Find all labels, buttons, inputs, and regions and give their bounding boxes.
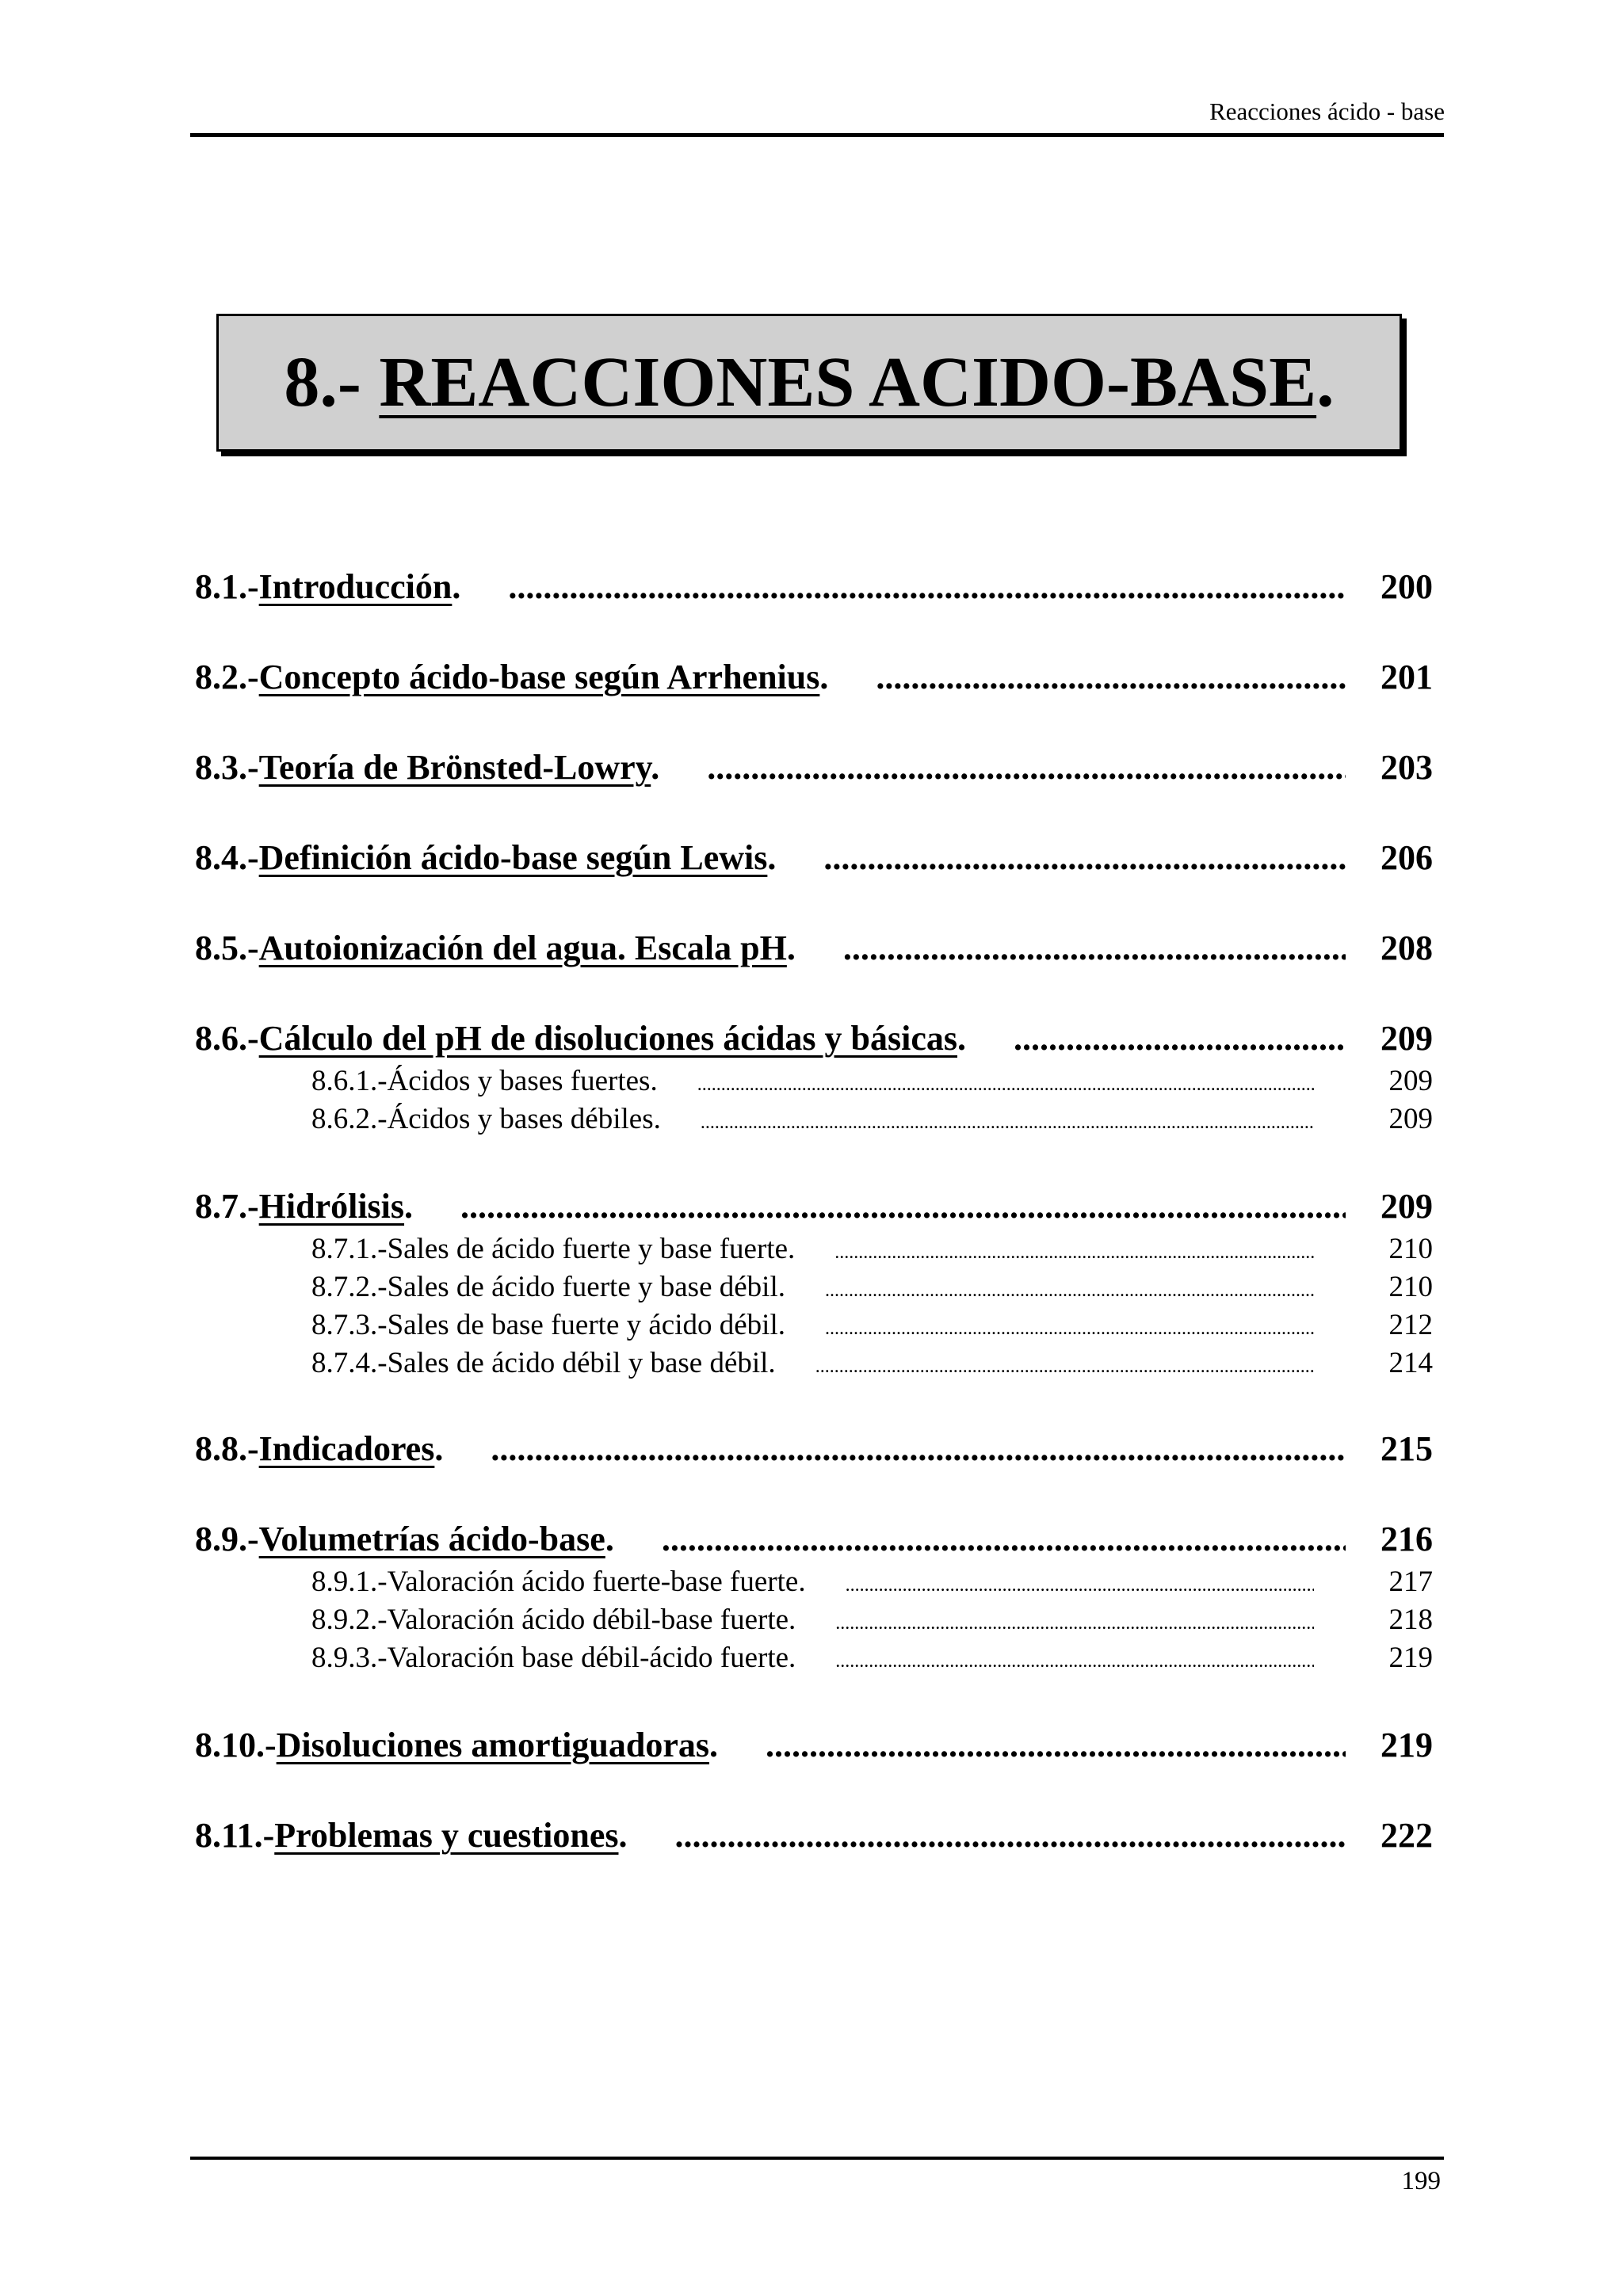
toc-entry-number: 8.6.2.- (311, 1103, 388, 1135)
toc-entry-number: 8.6.- (195, 1019, 259, 1058)
toc-dot-leader (675, 1815, 1346, 1855)
toc-subsection-entry (311, 1102, 1433, 1136)
toc-page-number: 210 (1388, 1233, 1433, 1265)
toc-page-number: 210 (1388, 1271, 1433, 1303)
toc-entry-number: 8.7.- (195, 1187, 259, 1226)
toc-dot-leader (815, 1356, 1314, 1378)
toc-dot-leader (823, 837, 1346, 878)
toc-dot-leader (707, 747, 1346, 788)
toc-entry-title: Valoración ácido débil-base fuerte. (387, 1604, 796, 1636)
toc-page-number: 209 (1381, 1019, 1433, 1058)
toc-entry-number: 8.7.2.- (311, 1271, 388, 1303)
toc-entry-number: 8.9.1.- (311, 1566, 388, 1598)
toc-entry-title: Definición ácido-base según Lewis. (258, 838, 777, 877)
toc-subsection-entry (311, 1232, 1433, 1266)
toc-entry-title: Indicadores. (258, 1429, 444, 1468)
toc-section-entry (195, 928, 1433, 968)
toc-entry-title: Sales de ácido fuerte y base fuerte. (387, 1233, 796, 1265)
toc-entry-number: 8.10.- (195, 1726, 277, 1764)
toc-subsection-entry (311, 1064, 1433, 1098)
toc-entry-title: Introducción. (258, 567, 461, 606)
toc-section-entry (195, 1428, 1433, 1469)
toc-subsection-entry (311, 1641, 1433, 1675)
toc-dot-leader (835, 1651, 1314, 1672)
chapter-title-text: REACCIONES ACIDO-BASE (379, 343, 1317, 421)
toc-dot-leader (876, 657, 1346, 697)
toc-dot-leader (460, 1186, 1346, 1226)
toc-entry-title: Valoración base débil-ácido fuerte. (387, 1642, 796, 1674)
toc-entry-number: 8.5.- (195, 929, 259, 967)
toc-entry-title: Hidrólisis. (258, 1187, 414, 1226)
toc-page-number: 203 (1381, 748, 1433, 787)
toc-entry-title: Concepto ácido-base según Arrhenius. (258, 658, 829, 696)
toc-dot-leader (825, 1318, 1314, 1340)
toc-entry-title: Valoración ácido fuerte-base fuerte. (387, 1566, 806, 1598)
top-rule (190, 133, 1444, 137)
toc-section-entry (195, 1725, 1433, 1765)
toc-entry-title: Sales de ácido fuerte y base débil. (387, 1271, 785, 1303)
toc-page-number: 215 (1381, 1429, 1433, 1468)
toc-dot-leader (491, 1428, 1346, 1469)
toc-entry-number: 8.8.- (195, 1429, 259, 1468)
toc-page-number: 217 (1388, 1566, 1433, 1598)
running-header: Reacciones ácido - base (1209, 97, 1445, 125)
toc-entry-number: 8.9.3.- (311, 1642, 388, 1674)
toc-entry-number: 8.4.- (195, 838, 259, 877)
toc-entry-number: 8.11.- (195, 1816, 275, 1855)
toc-entry-number: 8.7.1.- (311, 1233, 388, 1265)
toc-subsection-entry (311, 1346, 1433, 1380)
toc-entry-title: Problemas y cuestiones. (274, 1816, 628, 1855)
toc-dot-leader (846, 1575, 1314, 1596)
toc-page-number: 219 (1381, 1726, 1433, 1764)
toc-entry-title: Ácidos y bases débiles. (387, 1103, 661, 1135)
toc-entry-number: 8.2.- (195, 658, 259, 696)
chapter-title-suffix: . (1316, 343, 1335, 421)
toc-section-entry (195, 1018, 1433, 1058)
toc-section-entry (195, 837, 1433, 878)
toc-dot-leader (701, 1112, 1314, 1134)
toc-page-number: 209 (1388, 1065, 1433, 1097)
toc-dot-leader (508, 566, 1346, 607)
toc-subsection-entry (311, 1603, 1433, 1637)
page-number: 199 (1401, 2167, 1441, 2195)
toc-page-number: 216 (1381, 1520, 1433, 1558)
toc-dot-leader (843, 928, 1346, 968)
toc-page-number: 219 (1388, 1642, 1433, 1674)
chapter-title (284, 343, 1335, 421)
toc-dot-leader (766, 1725, 1346, 1765)
toc-subsection-entry (311, 1565, 1433, 1599)
toc-page-number: 212 (1388, 1309, 1433, 1341)
toc-entry-title: Volumetrías ácido-base. (258, 1520, 614, 1558)
toc-section-entry (195, 566, 1433, 607)
toc-page-number: 209 (1388, 1103, 1433, 1135)
toc-entry-title: Teoría de Brönsted-Lowry. (258, 748, 660, 787)
toc-entry-title: Sales de base fuerte y ácido débil. (387, 1309, 785, 1341)
toc-entry-number: 8.7.3.- (311, 1309, 388, 1341)
toc-dot-leader (1014, 1018, 1346, 1058)
toc-dot-leader (697, 1074, 1314, 1096)
toc-page-number: 201 (1381, 658, 1433, 696)
toc-dot-leader (662, 1519, 1346, 1559)
toc-entry-title: Sales de ácido débil y base débil. (387, 1347, 776, 1379)
toc-section-entry (195, 657, 1433, 697)
toc-entry-number: 8.1.- (195, 567, 259, 606)
bottom-rule (190, 2157, 1444, 2160)
chapter-number: 8.- (284, 343, 361, 421)
toc-section-entry (195, 1815, 1433, 1855)
toc-page-number: 218 (1388, 1604, 1433, 1636)
toc-entry-title: Ácidos y bases fuertes. (387, 1065, 658, 1097)
toc-page-number: 208 (1381, 929, 1433, 967)
toc-dot-leader (835, 1613, 1314, 1634)
toc-section-entry (195, 1186, 1433, 1226)
toc-entry-title: Disoluciones amortiguadoras. (276, 1726, 719, 1764)
toc-section-entry (195, 1519, 1433, 1559)
toc-entry-title: Cálculo del pH de disoluciones ácidas y básicas. (258, 1019, 967, 1058)
toc-subsection-entry (311, 1308, 1433, 1342)
toc-section-entry (195, 747, 1433, 788)
toc-entry-title: Autoionización del agua. Escala pH. (258, 929, 796, 967)
toc-entry-number: 8.7.4.- (311, 1347, 388, 1379)
toc-dot-leader (834, 1242, 1314, 1264)
toc-dot-leader (825, 1280, 1314, 1302)
toc-entry-number: 8.9.2.- (311, 1604, 388, 1636)
toc-page-number: 206 (1381, 838, 1433, 877)
toc-page-number: 200 (1381, 567, 1433, 606)
toc-subsection-entry (311, 1270, 1433, 1304)
chapter-title-box (216, 314, 1402, 452)
toc-page-number: 209 (1381, 1187, 1433, 1226)
toc-entry-number: 8.9.- (195, 1520, 259, 1558)
toc-page-number: 214 (1388, 1347, 1433, 1379)
toc-entry-number: 8.6.1.- (311, 1065, 388, 1097)
toc-entry-number: 8.3.- (195, 748, 259, 787)
toc-page-number: 222 (1381, 1816, 1433, 1855)
